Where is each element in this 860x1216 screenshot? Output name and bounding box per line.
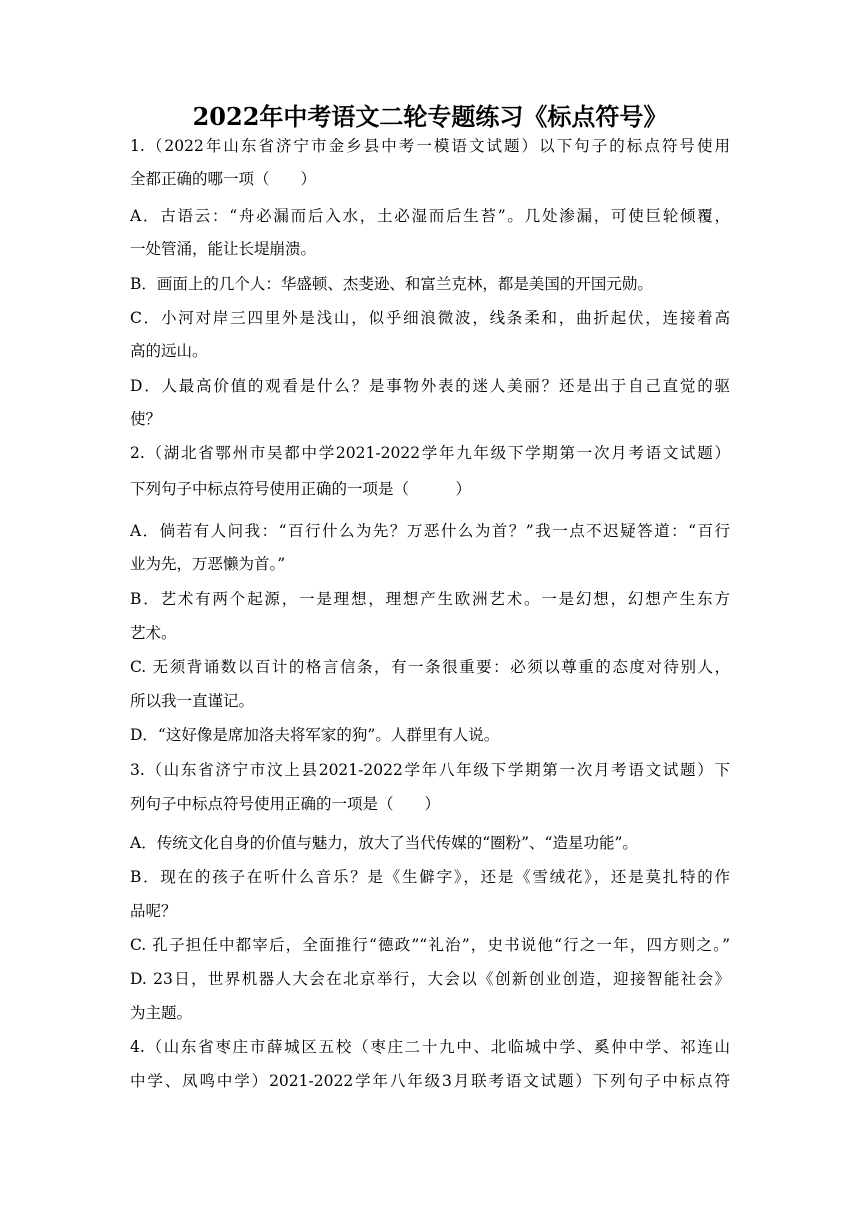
q3-option-b-line-1: B．现在的孩子在听什么音乐？是《生僻字》，还是《雪绒花》，还是莫扎特的作 (130, 868, 730, 886)
q1-option-a-line-2: 一处管涌，能让长堤崩溃。 (130, 240, 317, 258)
q1-option-c-line-2: 高的远山。 (130, 342, 208, 360)
q3-option-a: A．传统文化自身的价值与魅力，放大了当代传媒的“圈粉”、“造星功能”。 (130, 834, 638, 852)
q3-option-d-line-2: 为主题。 (130, 1004, 193, 1022)
q2-option-a-line-2: 业为先，万恶懒为首。” (130, 555, 286, 573)
q1-stem-line-1: 1.（2022年山东省济宁市金乡县中考一模语文试题）以下句子的标点符号使用 (130, 137, 730, 155)
q1-stem-line-2: 全都正确的哪一项（ ） (130, 170, 317, 188)
q3-option-c: C. 孔子担任中都宰后，全面推行“德政”“礼治”，史书说他“行之一年，四方则之。” (130, 936, 730, 954)
q2-option-d: D．“这好像是席加洛夫将军家的狗”。人群里有人说。 (130, 726, 500, 744)
q2-option-c-line-2: 所以我一直谨记。 (130, 692, 255, 710)
q1-option-c-line-1: C．小河对岸三四里外是浅山，似乎细浪微波，线条柔和，曲折起伏，连接着高 (130, 309, 730, 327)
document-title: 2022年中考语文二轮专题练习《标点符号》 (192, 102, 668, 131)
q3-option-d-line-1: D. 23日，世界机器人大会在北京举行，大会以《创新创业创造，迎接智能社会》 (130, 970, 730, 988)
q2-option-a-line-1: A．倘若有人问我：“百行什么为先？万恶什么为首？”我一点不迟疑答道：“百行 (130, 522, 730, 540)
q1-option-b: B．画面上的几个人：华盛顿、杰斐逊、和富兰克林，都是美国的开国元勋。 (130, 275, 653, 293)
q2-option-b-line-2: 艺术。 (130, 624, 177, 642)
q2-stem-line-1: 2.（湖北省鄂州市吴都中学2021-2022学年九年级下学期第一次月考语文试题） (130, 444, 730, 462)
q3-option-b-line-2: 品呢？ (130, 902, 177, 920)
q2-stem-line-2: 下列句子中标点符号使用正确的一项是（ ） (130, 480, 472, 498)
q2-option-b-line-1: B．艺术有两个起源，一是理想，理想产生欧洲艺术。一是幻想，幻想产生东方 (130, 590, 730, 608)
q4-stem-line-1: 4.（山东省枣庄市薛城区五校（枣庄二十九中、北临城中学、奚仲中学、祁连山 (130, 1038, 730, 1056)
q3-stem-line-1: 3.（山东省济宁市汶上县2021-2022学年八年级下学期第一次月考语文试题）下 (130, 761, 730, 779)
q4-stem-line-2: 中学、凤鸣中学）2021-2022学年八年级3月联考语文试题）下列句子中标点符 (130, 1072, 730, 1090)
q1-option-a-line-1: A．古语云：“舟必漏而后入水，土必湿而后生苔”。几处渗漏，可使巨轮倾覆， (130, 207, 730, 225)
q1-option-d-line-1: D．人最高价值的观看是什么？是事物外表的迷人美丽？还是出于自己直觉的驱 (130, 377, 730, 395)
q2-option-c-line-1: C. 无须背诵数以百计的格言信条，有一条很重要：必须以尊重的态度对待别人， (130, 658, 730, 676)
q3-stem-line-2: 列句子中标点符号使用正确的一项是（ ） (130, 795, 441, 813)
q1-option-d-line-2: 使？ (130, 410, 162, 428)
